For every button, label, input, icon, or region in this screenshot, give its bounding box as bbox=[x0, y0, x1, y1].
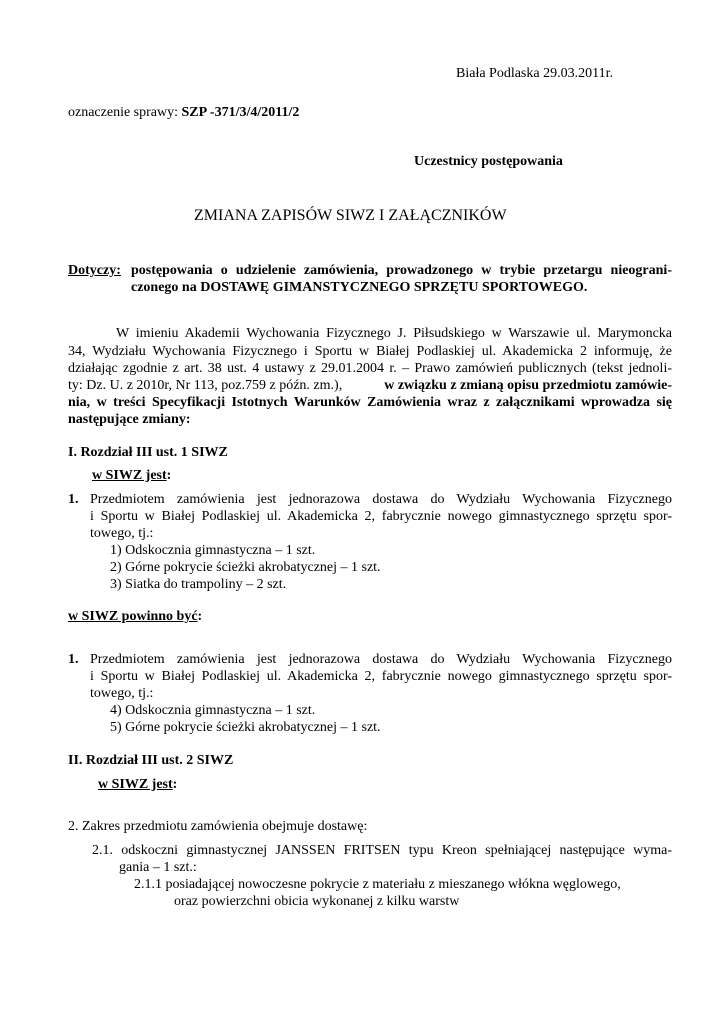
subject-label: Dotyczy: bbox=[68, 263, 121, 278]
intro-line-4-normal: ty: Dz. U. z 2010r, Nr 113, poz.759 z późn. zm.), bbox=[68, 378, 343, 393]
section-2-item-2-1-1-line-2: oraz powierzchni obicia wykonanej z kilku warstw bbox=[174, 894, 460, 909]
section-1-is-line-2: i Sportu w Białej Podlaskiej ul. Akademicka 2, fabrycznie nowego gimnastycznego sprzętu spor- bbox=[90, 509, 672, 524]
section-1-should-number: 1. bbox=[68, 652, 79, 667]
case-label: oznaczenie sprawy: bbox=[68, 105, 182, 120]
section-2-is-label: w SIWZ jest: bbox=[98, 777, 178, 792]
list-item: 2) Górne pokrycie ścieżki akrobatycznej – 1 szt. bbox=[110, 560, 381, 575]
intro-line-1: W imieniu Akademii Wychowania Fizycznego J. Piłsudskiego w Warszawie ul. Marymoncka bbox=[116, 326, 672, 341]
intro-line-3: działając zgodnie z art. 38 ust. 4 ustawy z 29.01.2004 r. – Prawo zamówień publicznych (tekst jednoli- bbox=[68, 361, 672, 376]
section-1-heading: I. Rozdział III ust. 1 SIWZ bbox=[68, 445, 228, 460]
section-1-is-line-1: Przedmiotem zamówienia jest jednorazowa dostawa do Wydziału Wychowania Fizycznego bbox=[90, 492, 672, 507]
intro-line-2: 34, Wydziału Wychowania Fizycznego i Sportu w Białej Podlaskiej ul. Akademicka 2 informuję, że bbox=[68, 344, 672, 359]
subject-line-1: postępowania o udzielenie zamówienia, prowadzonego w trybie przetargu nieograni- bbox=[131, 263, 672, 278]
intro-line-5: nia, w treści Specyfikacji Istotnych Warunków Zamówienia wraz z załącznikami wprowadza się bbox=[68, 395, 672, 410]
section-2-item-2: 2. Zakres przedmiotu zamówienia obejmuje dostawę: bbox=[68, 819, 368, 834]
section-1-should-line-2: i Sportu w Białej Podlaskiej ul. Akademicka 2, fabrycznie nowego gimnastycznego sprzętu spor- bbox=[90, 669, 672, 684]
intro-line-6: następujące zmiany: bbox=[68, 412, 191, 427]
section-2-heading: II. Rozdział III ust. 2 SIWZ bbox=[68, 753, 234, 768]
place-date: Biała Podlaska 29.03.2011r. bbox=[456, 66, 613, 81]
list-item: 4) Odskocznia gimnastyczna – 1 szt. bbox=[110, 703, 316, 718]
document-title: ZMIANA ZAPISÓW SIWZ I ZAŁĄCZNIKÓW bbox=[194, 207, 507, 224]
list-item: 5) Górne pokrycie ścieżki akrobatycznej – 1 szt. bbox=[110, 720, 381, 735]
list-item: 1) Odskocznia gimnastyczna – 1 szt. bbox=[110, 543, 316, 558]
section-1-is-line-3: towego, tj.: bbox=[90, 526, 154, 541]
case-number: SZP -371/3/4/2011/2 bbox=[181, 105, 300, 120]
section-1-should-line-1: Przedmiotem zamówienia jest jednorazowa dostawa do Wydziału Wychowania Fizycznego bbox=[90, 652, 672, 667]
section-2-item-2-1-line-1: 2.1. odskoczni gimnastycznej JANSSEN FRITSEN typu Kreon spełniającej następujące wyma- bbox=[92, 843, 672, 858]
recipients: Uczestnicy postępowania bbox=[414, 154, 563, 169]
section-2-item-2-1-1-line-1: 2.1.1 posiadającej nowoczesne pokrycie z materiału z mieszanego włókna węglowego, bbox=[134, 877, 621, 892]
section-1-should-line-3: towego, tj.: bbox=[90, 686, 154, 701]
list-item: 3) Siatka do trampoliny – 2 szt. bbox=[110, 577, 287, 592]
section-1-is-number: 1. bbox=[68, 492, 79, 507]
section-1-should-label: w SIWZ powinno być: bbox=[68, 609, 203, 624]
subject-line-2: czonego na DOSTAWĘ GIMANSTYCZNEGO SPRZĘTU SPORTOWEGO. bbox=[131, 280, 588, 295]
case-reference bbox=[68, 105, 299, 121]
intro-line-4 bbox=[68, 378, 672, 394]
intro-line-4-bold: w związku z zmianą opisu przedmiotu zamówie- bbox=[384, 378, 672, 393]
section-2-item-2-1-line-2: gania – 1 szt.: bbox=[119, 860, 197, 875]
section-1-is-label: w SIWZ jest: bbox=[92, 468, 172, 483]
